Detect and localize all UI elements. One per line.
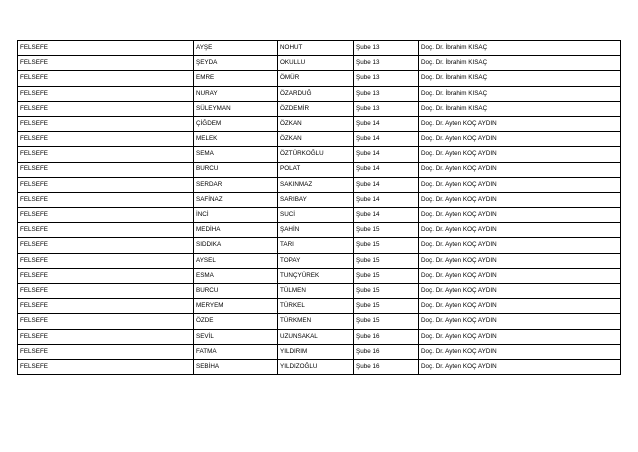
section-cell: Şube 15 — [354, 253, 419, 268]
last-name-cell: OKULLU — [278, 56, 354, 71]
instructor-cell: Doç. Dr. Ayten KOÇ AYDIN — [419, 223, 621, 238]
department-cell: FELSEFE — [18, 208, 194, 223]
department-cell: FELSEFE — [18, 41, 194, 56]
first-name-cell: ESMA — [194, 268, 278, 283]
instructor-cell: Doç. Dr. Ayten KOÇ AYDIN — [419, 192, 621, 207]
department-cell: FELSEFE — [18, 192, 194, 207]
instructor-cell: Doç. Dr. Ayten KOÇ AYDIN — [419, 359, 621, 374]
first-name-cell: MEDİHA — [194, 223, 278, 238]
instructor-cell: Doç. Dr. Ayten KOÇ AYDIN — [419, 314, 621, 329]
last-name-cell: ŞAHİN — [278, 223, 354, 238]
instructor-cell: Doç. Dr. İbrahim KISAÇ — [419, 86, 621, 101]
instructor-cell: Doç. Dr. Ayten KOÇ AYDIN — [419, 147, 621, 162]
section-cell: Şube 14 — [354, 147, 419, 162]
section-cell: Şube 16 — [354, 329, 419, 344]
instructor-cell: Doç. Dr. Ayten KOÇ AYDIN — [419, 238, 621, 253]
first-name-cell: AYŞE — [194, 41, 278, 56]
department-cell: FELSEFE — [18, 101, 194, 116]
table-row — [18, 299, 621, 314]
last-name-cell: ÖZTÜRKOĞLU — [278, 147, 354, 162]
department-cell: FELSEFE — [18, 253, 194, 268]
section-cell: Şube 14 — [354, 208, 419, 223]
first-name-cell: NURAY — [194, 86, 278, 101]
last-name-cell: TÜLMEN — [278, 284, 354, 299]
department-cell: FELSEFE — [18, 132, 194, 147]
section-cell: Şube 14 — [354, 116, 419, 131]
last-name-cell: ÖZKAN — [278, 132, 354, 147]
first-name-cell: EMRE — [194, 71, 278, 86]
first-name-cell: ÇİĞDEM — [194, 116, 278, 131]
department-cell: FELSEFE — [18, 238, 194, 253]
section-cell: Şube 16 — [354, 359, 419, 374]
table-row — [18, 71, 621, 86]
section-cell: Şube 13 — [354, 101, 419, 116]
section-cell: Şube 14 — [354, 132, 419, 147]
first-name-cell: SEBİHA — [194, 359, 278, 374]
section-cell: Şube 14 — [354, 192, 419, 207]
department-cell: FELSEFE — [18, 147, 194, 162]
table-row — [18, 177, 621, 192]
table-row — [18, 147, 621, 162]
last-name-cell: TÜRKEL — [278, 299, 354, 314]
first-name-cell: AYSEL — [194, 253, 278, 268]
department-cell: FELSEFE — [18, 86, 194, 101]
last-name-cell: TUNÇYÜREK — [278, 268, 354, 283]
instructor-cell: Doç. Dr. Ayten KOÇ AYDIN — [419, 253, 621, 268]
instructor-cell: Doç. Dr. Ayten KOÇ AYDIN — [419, 208, 621, 223]
instructor-cell: Doç. Dr. Ayten KOÇ AYDIN — [419, 162, 621, 177]
instructor-cell: Doç. Dr. Ayten KOÇ AYDIN — [419, 299, 621, 314]
first-name-cell: İNCİ — [194, 208, 278, 223]
table-row — [18, 162, 621, 177]
last-name-cell: UZUNSAKAL — [278, 329, 354, 344]
first-name-cell: SIDDIKA — [194, 238, 278, 253]
first-name-cell: SEMA — [194, 147, 278, 162]
first-name-cell: SAFİNAZ — [194, 192, 278, 207]
section-cell: Şube 15 — [354, 299, 419, 314]
table-row — [18, 238, 621, 253]
instructor-cell: Doç. Dr. Ayten KOÇ AYDIN — [419, 284, 621, 299]
table-row — [18, 268, 621, 283]
first-name-cell: BURCU — [194, 284, 278, 299]
department-cell: FELSEFE — [18, 299, 194, 314]
last-name-cell: ÖZKAN — [278, 116, 354, 131]
section-cell: Şube 14 — [354, 177, 419, 192]
first-name-cell: ÖZDE — [194, 314, 278, 329]
roster-table-body — [18, 41, 621, 375]
table-row — [18, 41, 621, 56]
section-cell: Şube 14 — [354, 162, 419, 177]
table-row — [18, 56, 621, 71]
table-row — [18, 284, 621, 299]
department-cell: FELSEFE — [18, 314, 194, 329]
last-name-cell: TOPAY — [278, 253, 354, 268]
instructor-cell: Doç. Dr. İbrahim KISAÇ — [419, 56, 621, 71]
instructor-cell: Doç. Dr. Ayten KOÇ AYDIN — [419, 268, 621, 283]
instructor-cell: Doç. Dr. Ayten KOÇ AYDIN — [419, 116, 621, 131]
table-row — [18, 132, 621, 147]
section-cell: Şube 15 — [354, 284, 419, 299]
section-cell: Şube 15 — [354, 268, 419, 283]
instructor-cell: Doç. Dr. İbrahim KISAÇ — [419, 71, 621, 86]
first-name-cell: BURCU — [194, 162, 278, 177]
instructor-cell: Doç. Dr. Ayten KOÇ AYDIN — [419, 329, 621, 344]
last-name-cell: YILDIZOĞLU — [278, 359, 354, 374]
table-row — [18, 314, 621, 329]
section-cell: Şube 13 — [354, 86, 419, 101]
department-cell: FELSEFE — [18, 71, 194, 86]
instructor-cell: Doç. Dr. Ayten KOÇ AYDIN — [419, 132, 621, 147]
department-cell: FELSEFE — [18, 329, 194, 344]
first-name-cell: SÜLEYMAN — [194, 101, 278, 116]
table-row — [18, 101, 621, 116]
last-name-cell: SAKINMAZ — [278, 177, 354, 192]
section-cell: Şube 15 — [354, 238, 419, 253]
department-cell: FELSEFE — [18, 56, 194, 71]
section-cell: Şube 13 — [354, 71, 419, 86]
department-cell: FELSEFE — [18, 268, 194, 283]
last-name-cell: POLAT — [278, 162, 354, 177]
department-cell: FELSEFE — [18, 116, 194, 131]
table-row — [18, 192, 621, 207]
first-name-cell: MELEK — [194, 132, 278, 147]
table-row — [18, 344, 621, 359]
table-row — [18, 359, 621, 374]
last-name-cell: TÜRKMEN — [278, 314, 354, 329]
first-name-cell: FATMA — [194, 344, 278, 359]
first-name-cell: SERDAR — [194, 177, 278, 192]
last-name-cell: TARI — [278, 238, 354, 253]
last-name-cell: ÖMÜR — [278, 71, 354, 86]
instructor-cell: Doç. Dr. İbrahim KISAÇ — [419, 41, 621, 56]
last-name-cell: ÖZDEMİR — [278, 101, 354, 116]
instructor-cell: Doç. Dr. Ayten KOÇ AYDIN — [419, 344, 621, 359]
department-cell: FELSEFE — [18, 223, 194, 238]
student-roster-table — [17, 40, 621, 375]
department-cell: FELSEFE — [18, 359, 194, 374]
first-name-cell: ŞEYDA — [194, 56, 278, 71]
last-name-cell: SARIBAY — [278, 192, 354, 207]
table-row — [18, 223, 621, 238]
table-row — [18, 86, 621, 101]
instructor-cell: Doç. Dr. Ayten KOÇ AYDIN — [419, 177, 621, 192]
table-row — [18, 208, 621, 223]
last-name-cell: NOHUT — [278, 41, 354, 56]
department-cell: FELSEFE — [18, 162, 194, 177]
last-name-cell: ÖZARDUĞ — [278, 86, 354, 101]
first-name-cell: MERYEM — [194, 299, 278, 314]
first-name-cell: SEVİL — [194, 329, 278, 344]
table-row — [18, 116, 621, 131]
section-cell: Şube 15 — [354, 223, 419, 238]
section-cell: Şube 15 — [354, 314, 419, 329]
section-cell: Şube 13 — [354, 56, 419, 71]
last-name-cell: YILDIRIM — [278, 344, 354, 359]
table-row — [18, 253, 621, 268]
instructor-cell: Doç. Dr. İbrahim KISAÇ — [419, 101, 621, 116]
section-cell: Şube 16 — [354, 344, 419, 359]
last-name-cell: SUCİ — [278, 208, 354, 223]
section-cell: Şube 13 — [354, 41, 419, 56]
table-row — [18, 329, 621, 344]
department-cell: FELSEFE — [18, 177, 194, 192]
department-cell: FELSEFE — [18, 284, 194, 299]
department-cell: FELSEFE — [18, 344, 194, 359]
